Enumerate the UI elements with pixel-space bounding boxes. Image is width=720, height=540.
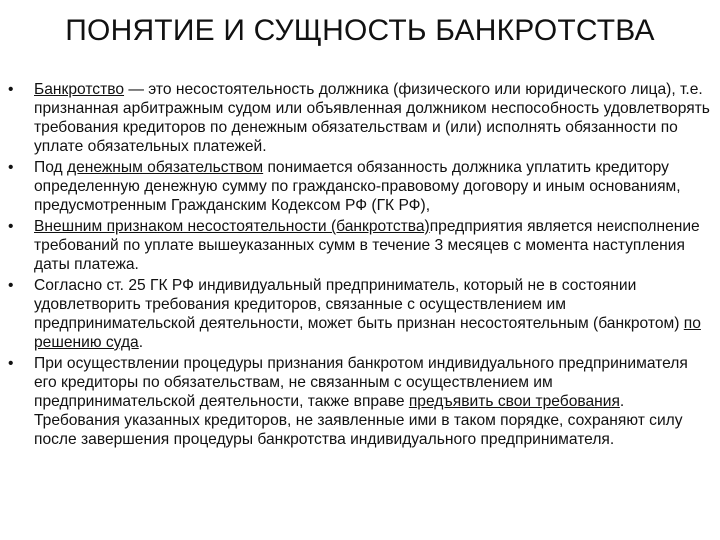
bullet-text: предприятия является неисполнение требований по уплате вышеуказанных сумм в течение 3 месяцев с момента наступления даты платежа. xyxy=(34,218,700,273)
bullet-term: по решению суда xyxy=(34,315,701,351)
bullet-marker: • xyxy=(8,81,14,98)
bullet-marker: • xyxy=(8,159,14,176)
bullet-item xyxy=(8,217,714,274)
bullet-item xyxy=(8,158,714,215)
bullet-list xyxy=(8,80,714,451)
bullet-item xyxy=(8,80,714,156)
bullet-term: денежным обязательством xyxy=(66,159,264,176)
bullet-item xyxy=(8,276,714,352)
bullet-text: При осуществлении процедуры признания банкротом индивидуального предпринимателя его кредиторы по обязательствам, не связанным с осуществлением им предпринимательской деятельности, также вправе xyxy=(34,355,688,410)
bullet-item xyxy=(8,354,714,449)
bullet-text: . xyxy=(138,334,144,351)
bullet-term: Банкротство xyxy=(34,81,125,98)
bullet-text: — это несостоятельность должника (физического или юридического лица), т.е. признанная арбитражным судом или объявленная должником неспособность удовлетворять требования кредиторов по денежным обязательствам и (или) исполнять обязанности по уплате обязательных платежей. xyxy=(34,81,710,155)
bullet-marker: • xyxy=(8,355,14,372)
bullet-term: предъявить свои требования xyxy=(408,393,620,410)
slide-title: ПОНЯТИЕ И СУЩНОСТЬ БАНКРОТСТВА xyxy=(65,14,655,47)
bullet-term: Внешним признаком несостоятельности (банкротства) xyxy=(34,218,430,235)
bullet-text: понимается обязанность должника уплатить кредитору определенную денежную сумму по гражданско-правовому договору и иным основаниям, предусмотренным Гражданским Кодексом РФ (ГК РФ), xyxy=(34,159,681,214)
bullet-marker: • xyxy=(8,218,14,235)
bullet-marker: • xyxy=(8,277,14,294)
bullet-text: Под xyxy=(34,159,67,176)
bullet-text: . Требования указанных кредиторов, не заявленные ими в таком порядке, сохраняют силу после завершения процедуры банкротства индивидуального предпринимателя. xyxy=(34,393,683,448)
bullet-text: Согласно ст. 25 ГК РФ индивидуальный предприниматель, который не в состоянии удовлетворить требования кредиторов, связанные с осуществлением им предпринимательской деятельности, может быть признан несостоятельным (банкротом) xyxy=(34,277,684,332)
